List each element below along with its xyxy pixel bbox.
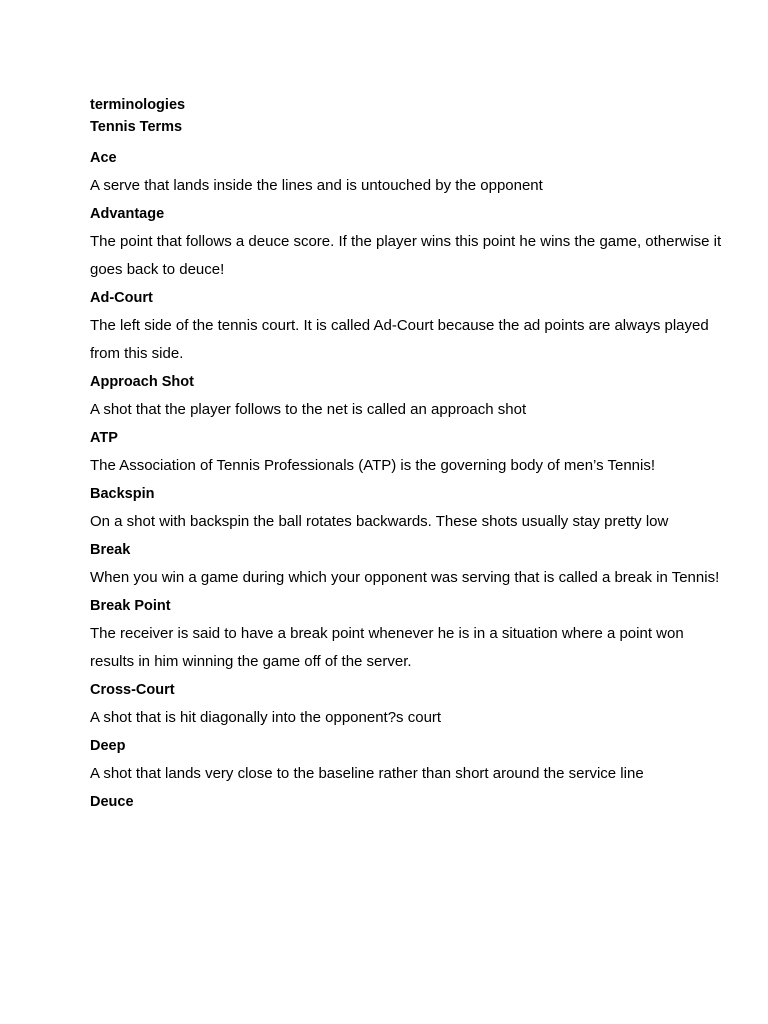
term-definition: A shot that is hit diagonally into the opponent?s court <box>90 709 442 726</box>
term-definition: When you win a game during which your opponent was serving that is called a break in Tennis! <box>90 569 720 586</box>
term-heading: Ace <box>90 150 117 166</box>
document-page <box>90 94 730 816</box>
term-definition: A serve that lands inside the lines and is untouched by the opponent <box>90 177 543 194</box>
term-heading: Deep <box>90 738 126 754</box>
term-heading: Approach Shot <box>90 374 194 390</box>
term-definition: A shot that lands very close to the baseline rather than short around the service line <box>90 765 644 782</box>
term-definition: The left side of the tennis court. It is called Ad-Court because the ad points are always played from this side. <box>90 317 709 362</box>
document-subtitle: Tennis Terms <box>90 119 183 135</box>
term-heading: Deuce <box>90 794 134 810</box>
term-definition: A shot that the player follows to the net is called an approach shot <box>90 401 527 418</box>
term-definition: The Association of Tennis Professionals (ATP) is the governing body of men’s Tennis! <box>90 457 656 474</box>
term-heading: ATP <box>90 430 118 446</box>
term-definition: The receiver is said to have a break point whenever he is in a situation where a point won results in him winning the game off of the server. <box>90 625 684 670</box>
term-heading: Backspin <box>90 486 155 502</box>
term-heading: Break <box>90 542 131 558</box>
term-definition: On a shot with backspin the ball rotates backwards. These shots usually stay pretty low <box>90 513 669 530</box>
document-title: terminologies <box>90 97 186 113</box>
term-heading: Cross-Court <box>90 682 175 698</box>
term-definition: The point that follows a deuce score. If the player wins this point he wins the game, otherwise it goes back to deuce! <box>90 233 722 278</box>
term-heading: Advantage <box>90 206 165 222</box>
term-heading: Ad-Court <box>90 290 153 306</box>
term-heading: Break Point <box>90 598 171 614</box>
